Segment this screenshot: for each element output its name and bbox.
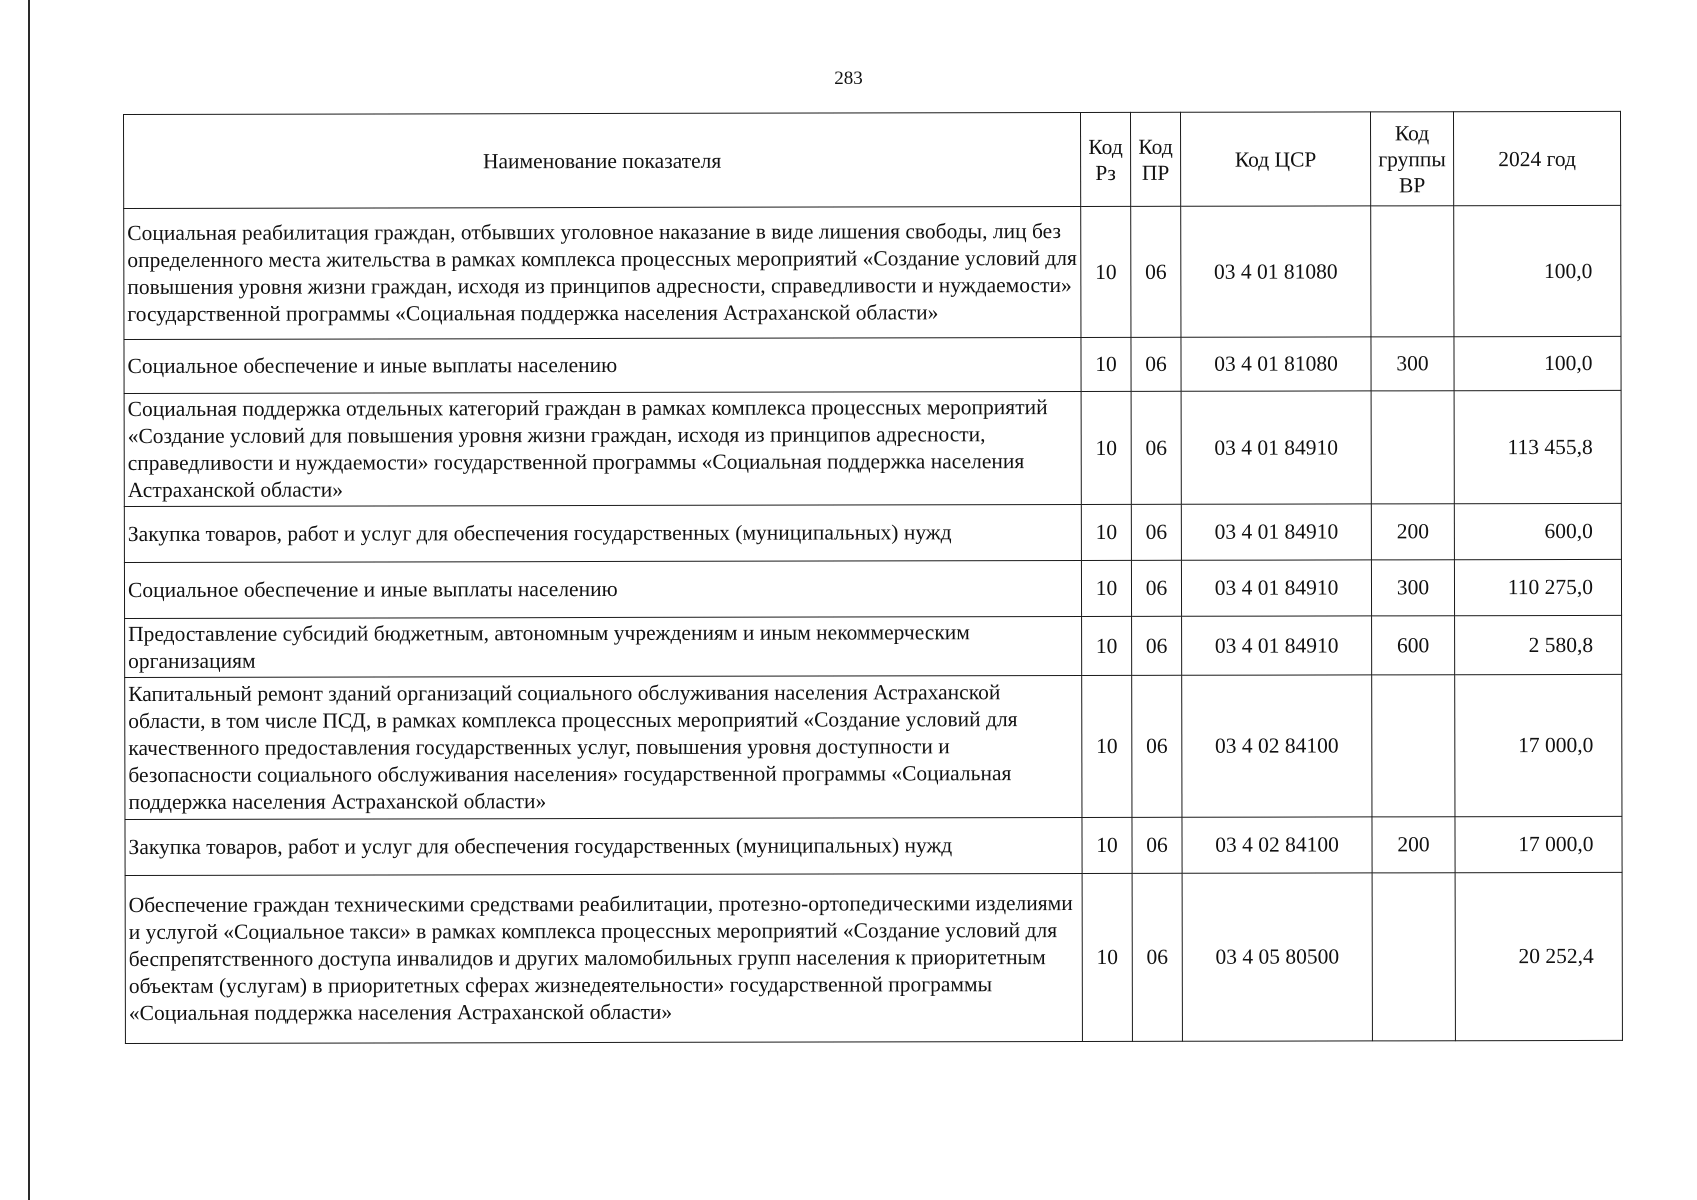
row-csr: 03 4 02 84100 <box>1182 817 1372 873</box>
table-row <box>124 390 1621 506</box>
row-pr: 06 <box>1131 560 1181 616</box>
row-rz: 10 <box>1081 337 1131 391</box>
header-rz: Код Рз <box>1080 112 1130 206</box>
row-csr: 03 4 02 84100 <box>1182 675 1372 817</box>
row-pr: 06 <box>1131 391 1181 504</box>
row-vr: 300 <box>1371 560 1454 616</box>
table-row <box>124 336 1621 393</box>
page-number: 283 <box>834 68 863 89</box>
row-amount: 20 252,4 <box>1455 872 1622 1040</box>
row-name: Капитальный ремонт зданий организаций социального обслуживания населения Астраханской области, в том числе ПСД, в рамках комплекса процессных мероприятий «Создание условий для качественного предоставления государственных услуг, повышения уровня доступности и безопасности социального обслуживания населения» государственной программы «Социальная поддержка населения Астраханской области» <box>125 675 1082 819</box>
row-pr: 06 <box>1131 504 1181 560</box>
row-amount: 2 580,8 <box>1455 615 1622 674</box>
row-pr: 06 <box>1131 337 1181 391</box>
row-amount: 17 000,0 <box>1455 816 1622 872</box>
row-rz: 10 <box>1081 504 1131 560</box>
row-name: Социальная поддержка отдельных категорий граждан в рамках комплекса процессных мероприятий «Создание условий для повышения уровня жизни граждан, исходя из принципов адресности, справедливости и нуждаемости» государственной программы «Социальная поддержка населения Астраханской области» <box>124 391 1081 506</box>
row-csr: 03 4 01 81080 <box>1181 206 1371 337</box>
row-amount: 17 000,0 <box>1455 674 1622 816</box>
row-vr <box>1372 675 1455 817</box>
row-csr: 03 4 05 80500 <box>1182 873 1372 1041</box>
row-vr: 600 <box>1372 616 1455 675</box>
row-rz: 10 <box>1081 206 1131 337</box>
table-row <box>124 205 1621 339</box>
table-row <box>125 816 1622 875</box>
row-vr: 200 <box>1372 817 1455 873</box>
row-rz: 10 <box>1081 391 1131 504</box>
header-vr: Код группы ВР <box>1370 112 1453 206</box>
budget-table <box>123 111 1623 1044</box>
row-pr: 06 <box>1132 616 1182 675</box>
table-header-row <box>124 111 1621 208</box>
row-rz: 10 <box>1081 560 1131 616</box>
row-csr: 03 4 01 81080 <box>1181 337 1371 391</box>
row-vr <box>1372 873 1455 1041</box>
row-pr: 06 <box>1132 675 1182 817</box>
row-csr: 03 4 01 84910 <box>1181 560 1371 616</box>
row-vr: 200 <box>1371 504 1454 560</box>
table-row <box>125 615 1622 677</box>
scan-edge-line <box>28 0 30 1200</box>
row-rz: 10 <box>1082 616 1132 675</box>
header-pr: Код ПР <box>1130 112 1180 206</box>
row-name: Обеспечение граждан техническими средствами реабилитации, протезно-ортопедическими изделиями и услугой «Социальное такси» в рамках комплекса процессных мероприятий «Создание условий для беспрепятственного доступа инвалидов и других маломобильных групп населения к приоритетным объектам (услугам) в приоритетных сферах жизнедеятельности» государственной программы «Социальная поддержка населения Астраханской области» <box>125 873 1082 1043</box>
row-name: Закупка товаров, работ и услуг для обеспечения государственных (муниципальных) нужд <box>124 504 1081 562</box>
row-pr: 06 <box>1131 206 1181 337</box>
row-amount: 100,0 <box>1454 336 1621 390</box>
row-name: Предоставление субсидий бюджетным, автономным учреждениям и иным некоммерческим организациям <box>125 616 1082 677</box>
header-name: Наименование показателя <box>124 112 1081 208</box>
header-csr: Код ЦСР <box>1180 112 1370 206</box>
table-row <box>124 559 1621 618</box>
row-pr: 06 <box>1132 873 1182 1041</box>
row-csr: 03 4 01 84910 <box>1181 391 1371 504</box>
row-rz: 10 <box>1082 675 1132 817</box>
row-rz: 10 <box>1082 873 1132 1041</box>
row-amount: 600,0 <box>1454 503 1621 559</box>
row-name: Социальная реабилитация граждан, отбывших уголовное наказание в виде лишения свободы, лиц без определенного места жительства в рамках комплекса процессных мероприятий «Создание условий для повышения уровня жизни граждан, исходя из принципов адресности, справедливости и нуждаемости» государственной программы «Социальная поддержка населения Астраханской области» <box>124 206 1081 339</box>
table-row <box>125 674 1622 819</box>
row-vr <box>1371 391 1454 504</box>
row-pr: 06 <box>1132 817 1182 873</box>
row-vr: 300 <box>1371 337 1454 391</box>
row-amount: 113 455,8 <box>1454 390 1621 503</box>
row-name: Закупка товаров, работ и услуг для обеспечения государственных (муниципальных) нужд <box>125 817 1082 875</box>
table-row <box>124 503 1621 562</box>
row-name: Социальное обеспечение и иные выплаты населению <box>124 337 1081 393</box>
table-row <box>125 872 1622 1043</box>
row-amount: 100,0 <box>1454 205 1621 336</box>
row-csr: 03 4 01 84910 <box>1182 616 1372 675</box>
row-name: Социальное обеспечение и иные выплаты населению <box>124 560 1081 618</box>
row-vr <box>1371 206 1454 337</box>
header-year: 2024 год <box>1453 111 1620 205</box>
row-amount: 110 275,0 <box>1454 559 1621 615</box>
row-rz: 10 <box>1082 817 1132 873</box>
row-csr: 03 4 01 84910 <box>1181 504 1371 560</box>
